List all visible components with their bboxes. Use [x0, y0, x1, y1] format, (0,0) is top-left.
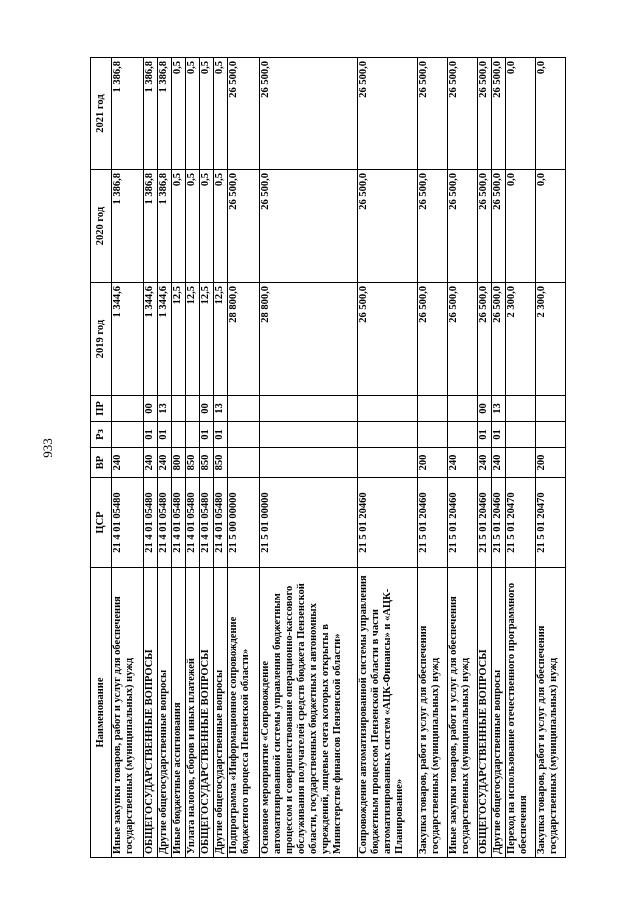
cell-2019: 12,5 [214, 283, 228, 396]
header-rz: Рз [91, 422, 112, 448]
table-row [214, 58, 228, 858]
cell-pr: 13 [492, 396, 506, 422]
table-row [418, 58, 448, 858]
cell-name: Иные бюджетные ассигнования [172, 568, 186, 858]
cell-name: Другие общегосударственные вопросы [492, 568, 506, 858]
cell-name: Другие общегосударственные вопросы [214, 568, 228, 858]
cell-pr [112, 396, 144, 422]
cell-rz: 01 [200, 422, 214, 448]
cell-pr [506, 396, 536, 422]
cell-2020: 26 500,0 [492, 170, 506, 283]
header-vr: ВР [91, 448, 112, 478]
cell-rz: 01 [478, 422, 492, 448]
cell-2021: 0,5 [186, 58, 200, 170]
cell-name: Иные закупки товаров, работ и услуг для обеспечения государственных (муниципальных) нужд [448, 568, 478, 858]
cell-name: Закупка товаров, работ и услуг для обеспечения государственных (муниципальных) нужд [418, 568, 448, 858]
table-row [186, 58, 200, 858]
cell-csr: 21 5 00 00000 [228, 478, 260, 568]
cell-csr: 21 4 01 05480 [158, 478, 172, 568]
table-row [144, 58, 158, 858]
table-row [478, 58, 492, 858]
cell-vr [506, 448, 536, 478]
cell-2019: 1 344,6 [112, 283, 144, 396]
cell-pr: 00 [200, 396, 214, 422]
cell-2020: 1 386,8 [144, 170, 158, 283]
cell-2020: 0,5 [172, 170, 186, 283]
cell-2020: 1 386,8 [112, 170, 144, 283]
cell-2021: 26 500,0 [492, 58, 506, 170]
cell-2019: 28 800,0 [228, 283, 260, 396]
cell-name: Иные закупки товаров, работ и услуг для обеспечения государственных (муниципальных) нужд [112, 568, 144, 858]
cell-csr: 21 4 01 05480 [172, 478, 186, 568]
table-row [448, 58, 478, 858]
cell-2021: 1 386,8 [112, 58, 144, 170]
cell-name: Основное мероприятие «Сопровождение автоматизированной системы управления бюджетным процессом и совершенствование операционно-кассового обслуживания получателей средств бюджета Пензенской области, государственных бюджетных и автономных учреждений, лицевые счета которых открыты в Министерстве финансов Пензенской области» [260, 568, 358, 858]
cell-2021: 26 500,0 [358, 58, 418, 170]
cell-name: ОБЩЕГОСУДАРСТВЕННЫЕ ВОПРОСЫ [200, 568, 214, 858]
cell-vr [228, 448, 260, 478]
cell-name: ОБЩЕГОСУДАРСТВЕННЫЕ ВОПРОСЫ [144, 568, 158, 858]
cell-2021: 0,0 [506, 58, 536, 170]
cell-2021: 0,5 [214, 58, 228, 170]
table-row [200, 58, 214, 858]
cell-2020: 0,0 [536, 170, 566, 283]
cell-2020: 26 500,0 [418, 170, 448, 283]
cell-2021: 1 386,8 [144, 58, 158, 170]
cell-rz: 01 [158, 422, 172, 448]
cell-pr [418, 396, 448, 422]
cell-2020: 26 500,0 [358, 170, 418, 283]
cell-2020: 0,5 [214, 170, 228, 283]
cell-vr: 850 [214, 448, 228, 478]
cell-2019: 2 300,0 [536, 283, 566, 396]
cell-2019: 1 344,6 [158, 283, 172, 396]
cell-pr: 13 [214, 396, 228, 422]
cell-name: Уплата налогов, сборов и иных платежей [186, 568, 200, 858]
cell-name: Подпрограмма «Информационное сопровождение бюджетного процесса Пензенской области» [228, 568, 260, 858]
header-name: Наименование [91, 568, 112, 858]
cell-pr [172, 396, 186, 422]
cell-csr: 21 5 01 20460 [492, 478, 506, 568]
cell-name: ОБЩЕГОСУДАРСТВЕННЫЕ ВОПРОСЫ [478, 568, 492, 858]
cell-pr: 00 [144, 396, 158, 422]
cell-pr: 13 [158, 396, 172, 422]
cell-vr: 200 [418, 448, 448, 478]
cell-2020: 0,0 [506, 170, 536, 283]
cell-2020: 0,5 [200, 170, 214, 283]
table-row [536, 58, 566, 858]
cell-rz [448, 422, 478, 448]
cell-2019: 2 300,0 [506, 283, 536, 396]
cell-2021: 0,0 [536, 58, 566, 170]
table-row [112, 58, 144, 858]
page-number: 933 [40, 438, 55, 458]
cell-csr: 21 4 01 05480 [186, 478, 200, 568]
cell-2021: 26 500,0 [448, 58, 478, 170]
cell-vr: 240 [144, 448, 158, 478]
cell-csr: 21 5 01 20470 [536, 478, 566, 568]
cell-2020: 26 500,0 [260, 170, 358, 283]
cell-csr: 21 4 01 05480 [144, 478, 158, 568]
cell-rz [172, 422, 186, 448]
header-pr: ПР [91, 396, 112, 422]
cell-rz [260, 422, 358, 448]
table-row [172, 58, 186, 858]
cell-2021: 1 386,8 [158, 58, 172, 170]
cell-csr: 21 5 01 20470 [506, 478, 536, 568]
cell-vr: 240 [112, 448, 144, 478]
cell-2021: 0,5 [172, 58, 186, 170]
header-2021: 2021 год [91, 58, 112, 170]
table-row [260, 58, 358, 858]
rotated-table-container [90, 58, 560, 858]
cell-pr [358, 396, 418, 422]
cell-pr [448, 396, 478, 422]
table-row [492, 58, 506, 858]
header-csr: ЦСР [91, 478, 112, 568]
cell-rz [536, 422, 566, 448]
cell-csr: 21 5 01 20460 [448, 478, 478, 568]
cell-vr [260, 448, 358, 478]
cell-2020: 26 500,0 [448, 170, 478, 283]
cell-vr: 850 [200, 448, 214, 478]
cell-2019: 12,5 [186, 283, 200, 396]
header-2020: 2020 год [91, 170, 112, 283]
cell-rz: 01 [492, 422, 506, 448]
cell-pr [260, 396, 358, 422]
cell-vr: 240 [492, 448, 506, 478]
cell-vr: 240 [478, 448, 492, 478]
cell-2019: 28 800,0 [260, 283, 358, 396]
cell-csr: 21 5 01 00000 [260, 478, 358, 568]
table-row [506, 58, 536, 858]
cell-rz: 01 [144, 422, 158, 448]
cell-name: Другие общегосударственные вопросы [158, 568, 172, 858]
cell-vr: 240 [158, 448, 172, 478]
cell-2021: 26 500,0 [418, 58, 448, 170]
cell-2020: 0,5 [186, 170, 200, 283]
cell-name: Закупка товаров, работ и услуг для обеспечения государственных (муниципальных) нужд [536, 568, 566, 858]
cell-csr: 21 4 01 05480 [112, 478, 144, 568]
cell-2021: 26 500,0 [260, 58, 358, 170]
cell-rz [186, 422, 200, 448]
cell-2019: 26 500,0 [492, 283, 506, 396]
cell-csr: 21 5 01 20460 [358, 478, 418, 568]
cell-2019: 26 500,0 [418, 283, 448, 396]
cell-2019: 1 344,6 [144, 283, 158, 396]
cell-2019: 12,5 [172, 283, 186, 396]
cell-2019: 12,5 [200, 283, 214, 396]
cell-rz [506, 422, 536, 448]
header-2019: 2019 год [91, 283, 112, 396]
cell-csr: 21 5 01 20460 [478, 478, 492, 568]
cell-name: Сопровождение автоматизированной системы управления бюджетным процессом Пензенской области в части автоматизированных систем «АЦК-Финансы» и «АЦК-Планирование» [358, 568, 418, 858]
cell-vr: 850 [186, 448, 200, 478]
budget-table [90, 57, 566, 858]
cell-vr: 240 [448, 448, 478, 478]
cell-2020: 26 500,0 [228, 170, 260, 283]
cell-2020: 26 500,0 [478, 170, 492, 283]
cell-pr [186, 396, 200, 422]
cell-pr [228, 396, 260, 422]
cell-rz [418, 422, 448, 448]
table-row [228, 58, 260, 858]
cell-name: Переход на использование отечественного программного обеспечения [506, 568, 536, 858]
table-row [158, 58, 172, 858]
cell-2019: 26 500,0 [478, 283, 492, 396]
cell-rz [228, 422, 260, 448]
cell-rz [112, 422, 144, 448]
cell-csr: 21 5 01 20460 [418, 478, 448, 568]
cell-vr: 200 [536, 448, 566, 478]
cell-vr: 800 [172, 448, 186, 478]
cell-2021: 26 500,0 [478, 58, 492, 170]
cell-csr: 21 4 01 05480 [200, 478, 214, 568]
cell-2020: 1 386,8 [158, 170, 172, 283]
cell-2021: 26 500,0 [228, 58, 260, 170]
cell-2019: 26 500,0 [448, 283, 478, 396]
cell-rz: 01 [214, 422, 228, 448]
table-row [358, 58, 418, 858]
table-body [112, 58, 566, 858]
cell-rz [358, 422, 418, 448]
cell-2019: 26 500,0 [358, 283, 418, 396]
cell-2021: 0,5 [200, 58, 214, 170]
cell-pr [536, 396, 566, 422]
table-header-row [91, 58, 112, 858]
cell-vr [358, 448, 418, 478]
cell-csr: 21 4 01 05480 [214, 478, 228, 568]
cell-pr: 00 [478, 396, 492, 422]
